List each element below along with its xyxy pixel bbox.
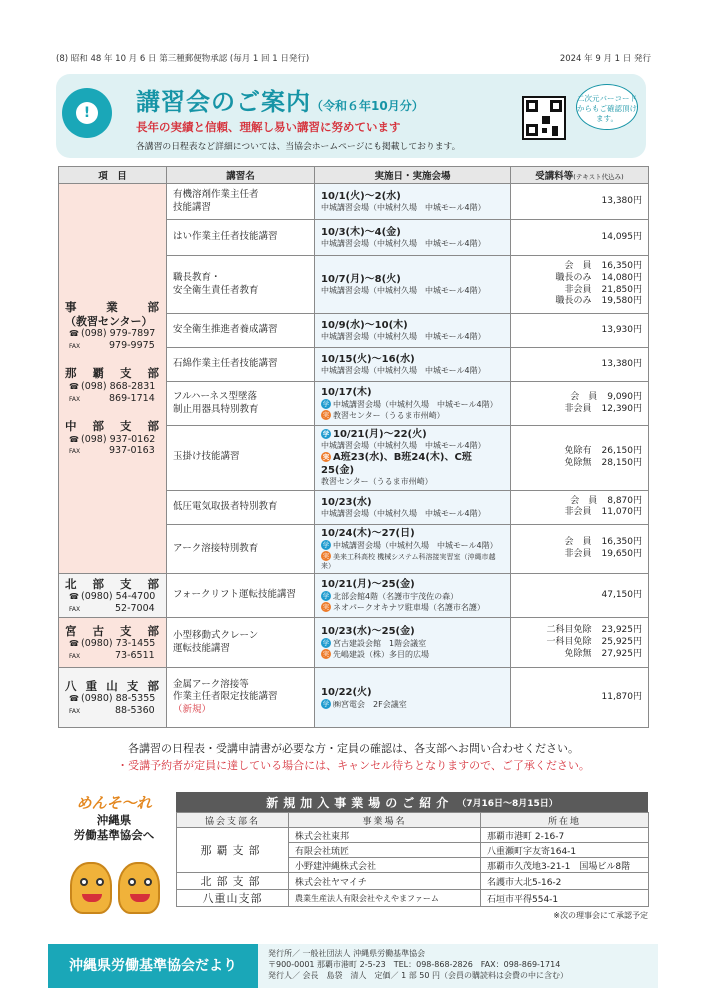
table-row [177, 828, 649, 843]
new-members-table [176, 812, 649, 907]
fax-icon: FAX [69, 653, 81, 661]
branch-miyako [59, 618, 167, 668]
course-schedule: 10/3(木)～4(金) 中城講習会場（中城村久場 中城モール4階） [315, 220, 511, 256]
table-row [177, 890, 649, 907]
fax-icon: FAX [69, 606, 81, 614]
company-address: 名護市大北5-16-2 [481, 873, 649, 890]
issue-date: 2024 年 9 月 1 日 発行 [559, 54, 651, 64]
course-fee: 13,380円 [511, 184, 649, 220]
course-name: 安全衛生推進者養成講習 [167, 314, 315, 348]
mascot-line: 労働基準協会へ [73, 827, 155, 842]
company-address: 那覇市久茂地3-21-1 国場ビル8階 [481, 858, 649, 873]
branch-phone: ☎ (098) 979-7897 [69, 328, 156, 340]
branch-naha [65, 366, 160, 405]
practical-icon: 実 [322, 411, 330, 419]
branch-phone: ☎ (0980) 73-1455 [69, 638, 156, 650]
issue-header [56, 52, 651, 64]
course-schedule: 10/21(月)～25(金) 学 北部会館4階（名護市宇茂佐の森） 実 ネオパークオキナワ駐車場（名護市名護） [315, 574, 511, 618]
table-row [59, 574, 649, 618]
branch-yaeyama [59, 668, 167, 728]
course-schedule: 学 10/21(月)～22(火) 中城講習会場（中城村久場 中城モール4階） 実 A班23(水)、B班24(木)、C班25(金) 教習センター（うるま市州崎） [315, 426, 511, 491]
course-schedule: 10/24(木)～27(日) 学 中城講習会場（中城村久場 中城モール4階） 実 美来工科高校 機械システム科溶接実習室（沖縄市越来） [315, 524, 511, 574]
course-schedule: 10/15(火)～16(水) 中城講習会場（中城村久場 中城モール4階） [315, 348, 511, 382]
course-name: フォークリフト運転技能講習 [167, 574, 315, 618]
header-branch: 項 目 [59, 167, 167, 184]
branch-fax: FAX 73-6511 [69, 650, 155, 662]
branch-fax: FAX 88-5360 [69, 705, 155, 717]
course-schedule-table [58, 166, 649, 728]
banner-title-year: （令和６年10月分） [311, 99, 424, 113]
shisa-mascot-icon [118, 862, 160, 914]
fax-icon: FAX [69, 395, 81, 403]
course-name: 有機溶剤作業主任者 技能講習 [167, 184, 315, 220]
banner-note: 各講習の日程表など詳細については、当協会ホームページにも掲載しております。 [136, 142, 461, 152]
table-row [177, 873, 649, 890]
classroom-icon: 学 [322, 540, 330, 549]
publication-footer [48, 944, 658, 988]
banner-title: 講習会のご案内（令和６年10月分） [136, 88, 424, 116]
practical-icon: 実 [322, 650, 330, 659]
practical-icon: 実 [322, 453, 330, 462]
branch-phone: ☎ (098) 868-2831 [69, 380, 156, 392]
course-schedule: 10/17(木) 学 中城講習会場（中城村久場 中城モール4階） 実 教習センター（うるま市州崎） [315, 382, 511, 426]
phone-icon: ☎ [69, 381, 79, 391]
notice-cancel-line: ・受講予約者が定員に達している場合には、キャンセル待ちとなりますので、ご了承ください。 [117, 759, 590, 773]
course-fee: 会 員 16,350円 職長のみ 14,080円 非会員 21,850円 職長のみ 19,580円 [511, 256, 649, 314]
branch-name: 事 業 部 [65, 300, 159, 315]
branch-name: 那 覇 支 部 [65, 365, 159, 380]
classroom-icon: 学 [322, 638, 330, 647]
branch-main [65, 300, 160, 352]
course-name: 金属アーク溶接等 作業主任者限定技能講習 （新規） [167, 668, 315, 728]
company-name: 有限会社琉匠 [289, 843, 481, 858]
company-name: 小野建沖縄株式会社 [289, 858, 481, 873]
course-fee: 会 員 16,350円 非会員 19,650円 [511, 524, 649, 574]
header-schedule: 実施日・実施会場 [315, 167, 511, 184]
course-name: フルハーネス型墜落 制止用器具特別教育 [167, 382, 315, 426]
course-fee: 11,870円 [511, 668, 649, 728]
course-fee: 免除有 26,150円 免除無 28,150円 [511, 426, 649, 491]
fax-icon: FAX [69, 448, 81, 456]
course-schedule: 10/9(水)～10(木) 中城講習会場（中城村久場 中城モール4階） [315, 314, 511, 348]
practical-icon: 実 [322, 603, 330, 612]
table-header-row [59, 167, 649, 184]
qr-note-bubble: 二次元バーコードからもご確認頂けます。 [576, 84, 638, 130]
course-name: 玉掛け技能講習 [167, 426, 315, 491]
company-name: 株式会社ヤマイチ [289, 873, 481, 890]
course-name: 小型移動式クレーン 運転技能講習 [167, 618, 315, 668]
new-members-section [176, 792, 648, 921]
course-schedule: 10/22(火) 学 ㈱宮電会 2F会議室 [315, 668, 511, 728]
branch-phone: ☎ (098) 937-0162 [69, 433, 156, 445]
course-schedule: 10/23(水)～25(金) 学 宮古建設会館 1階会議室 実 先嶋建設（株）多目的広場 [315, 618, 511, 668]
branch-fax: FAX 52-7004 [69, 603, 155, 615]
branch-name: 中 部 支 部 [65, 418, 159, 433]
classroom-icon: 学 [322, 430, 330, 438]
qr-code-icon[interactable] [522, 96, 566, 140]
course-name: アーク溶接特別教育 [167, 524, 315, 574]
practical-icon: 実 [322, 552, 330, 561]
branch-fax: FAX 869-1714 [69, 392, 155, 404]
branch-name: 北 部 支 部 [65, 576, 159, 591]
mascot-title: めんそ～れ [76, 794, 152, 812]
course-fee: 会 員 8,870円 非会員 11,070円 [511, 490, 649, 524]
publisher-info: 発行所／ 一般社団法人 沖縄県労働基準協会 〒900-0001 那覇市港町 2-5-23 TEL：098-868-2826 FAX：098-869-1714 発行人／ 会長 島袋 清人 定価／ 1 部 50 円（会員の購読料は会費の中に含む） [268, 949, 568, 981]
course-fee: 47,150円 [511, 574, 649, 618]
course-schedule: 10/23(水) 中城講習会場（中城村久場 中城モール4階） [315, 490, 511, 524]
fax-icon: FAX [69, 708, 81, 716]
branch-name: 北部支部 [177, 873, 289, 890]
course-fee: 14,095円 [511, 220, 649, 256]
company-address: 石垣市平得554-1 [481, 890, 649, 907]
shisa-mascot-icon [70, 862, 112, 914]
branch-fax: FAX 937-0163 [69, 445, 155, 457]
branch-name: 宮 古 支 部 [65, 623, 159, 638]
course-banner [56, 74, 646, 158]
course-name: はい作業主任者技能講習 [167, 220, 315, 256]
branch-phone: ☎ (0980) 54-4700 [69, 591, 156, 603]
branch-cell-main [59, 184, 167, 574]
classroom-icon: 学 [322, 591, 330, 600]
branch-phone: ☎ (0980) 88-5355 [69, 693, 156, 705]
branch-name: 那覇支部 [177, 828, 289, 873]
classroom-icon: 学 [322, 399, 330, 408]
approval-note: ※次の理事会にて承認予定 [553, 911, 648, 920]
new-members-title: 新規加入事業場のご紹介 （7月16日～8月15日） [176, 792, 648, 812]
fax-icon: FAX [69, 343, 81, 351]
course-name: 低圧電気取扱者特別教育 [167, 490, 315, 524]
phone-icon: ☎ [69, 639, 79, 649]
branch-name: 八重山支部 [177, 890, 289, 907]
course-schedule: 10/1(火)～2(水) 中城講習会場（中城村久場 中城モール4階） [315, 184, 511, 220]
branch-subname: （教習センター） [65, 314, 153, 328]
branch-fax: FAX 979-9975 [69, 340, 155, 352]
course-fee: 13,380円 [511, 348, 649, 382]
company-name: 農業生産法人有限会社やえやまファーム [289, 890, 481, 907]
table-header-row: 協会支部名 事業場名 所在地 [177, 813, 649, 828]
banner-subtitle: 長年の実績と信頼、理解し易い講習に努めています [136, 120, 401, 134]
mascot-line: 沖縄県 [96, 813, 132, 827]
classroom-icon: 学 [322, 699, 330, 708]
newsletter-title: 沖縄県労働基準協会だより [48, 944, 258, 988]
mascot-welcome [56, 792, 172, 920]
table-row [59, 668, 649, 728]
exclamation-icon: ! [62, 88, 112, 138]
course-fee: 会 員 9,090円 非会員 12,390円 [511, 382, 649, 426]
course-name: 職長教育・ 安全衛生責任者教育 [167, 256, 315, 314]
branch-chubu [65, 419, 160, 458]
course-schedule: 10/7(月)～8(火) 中城講習会場（中城村久場 中城モール4階） [315, 256, 511, 314]
table-row [59, 184, 649, 220]
course-fee: 二科目免除 23,925円 一科目免除 25,925円 免除無 27,925円 [511, 618, 649, 668]
branch-name: 八 重 山 支 部 [65, 678, 159, 693]
branch-hokubu [59, 574, 167, 618]
header-fee: 受講料等(テキスト代込み) [511, 167, 649, 184]
phone-icon: ☎ [69, 434, 79, 444]
phone-icon: ☎ [69, 694, 79, 704]
phone-icon: ☎ [69, 329, 79, 339]
phone-icon: ☎ [69, 592, 79, 602]
new-members-range: （7月16日～8月15日） [457, 798, 558, 809]
company-name: 株式会社東邦 [289, 828, 481, 843]
issue-info: (8) 昭和 48 年 10 月 6 日 第三種郵便物承認 (毎月 1 回 1 日発行) [56, 54, 310, 64]
company-address: 那覇市港町 2-16-7 [481, 828, 649, 843]
course-fee: 13,930円 [511, 314, 649, 348]
table-row [59, 618, 649, 668]
inquiry-notice [0, 740, 707, 774]
header-course: 講習名 [167, 167, 315, 184]
company-address: 八重瀬町字友寄164-1 [481, 843, 649, 858]
notice-line: 各講習の日程表・受講申請書が必要な方・定員の確認は、各支部へお問い合わせください。 [128, 742, 579, 755]
new-course-badge: （新規） [173, 704, 212, 716]
course-name: 石綿作業主任者技能講習 [167, 348, 315, 382]
